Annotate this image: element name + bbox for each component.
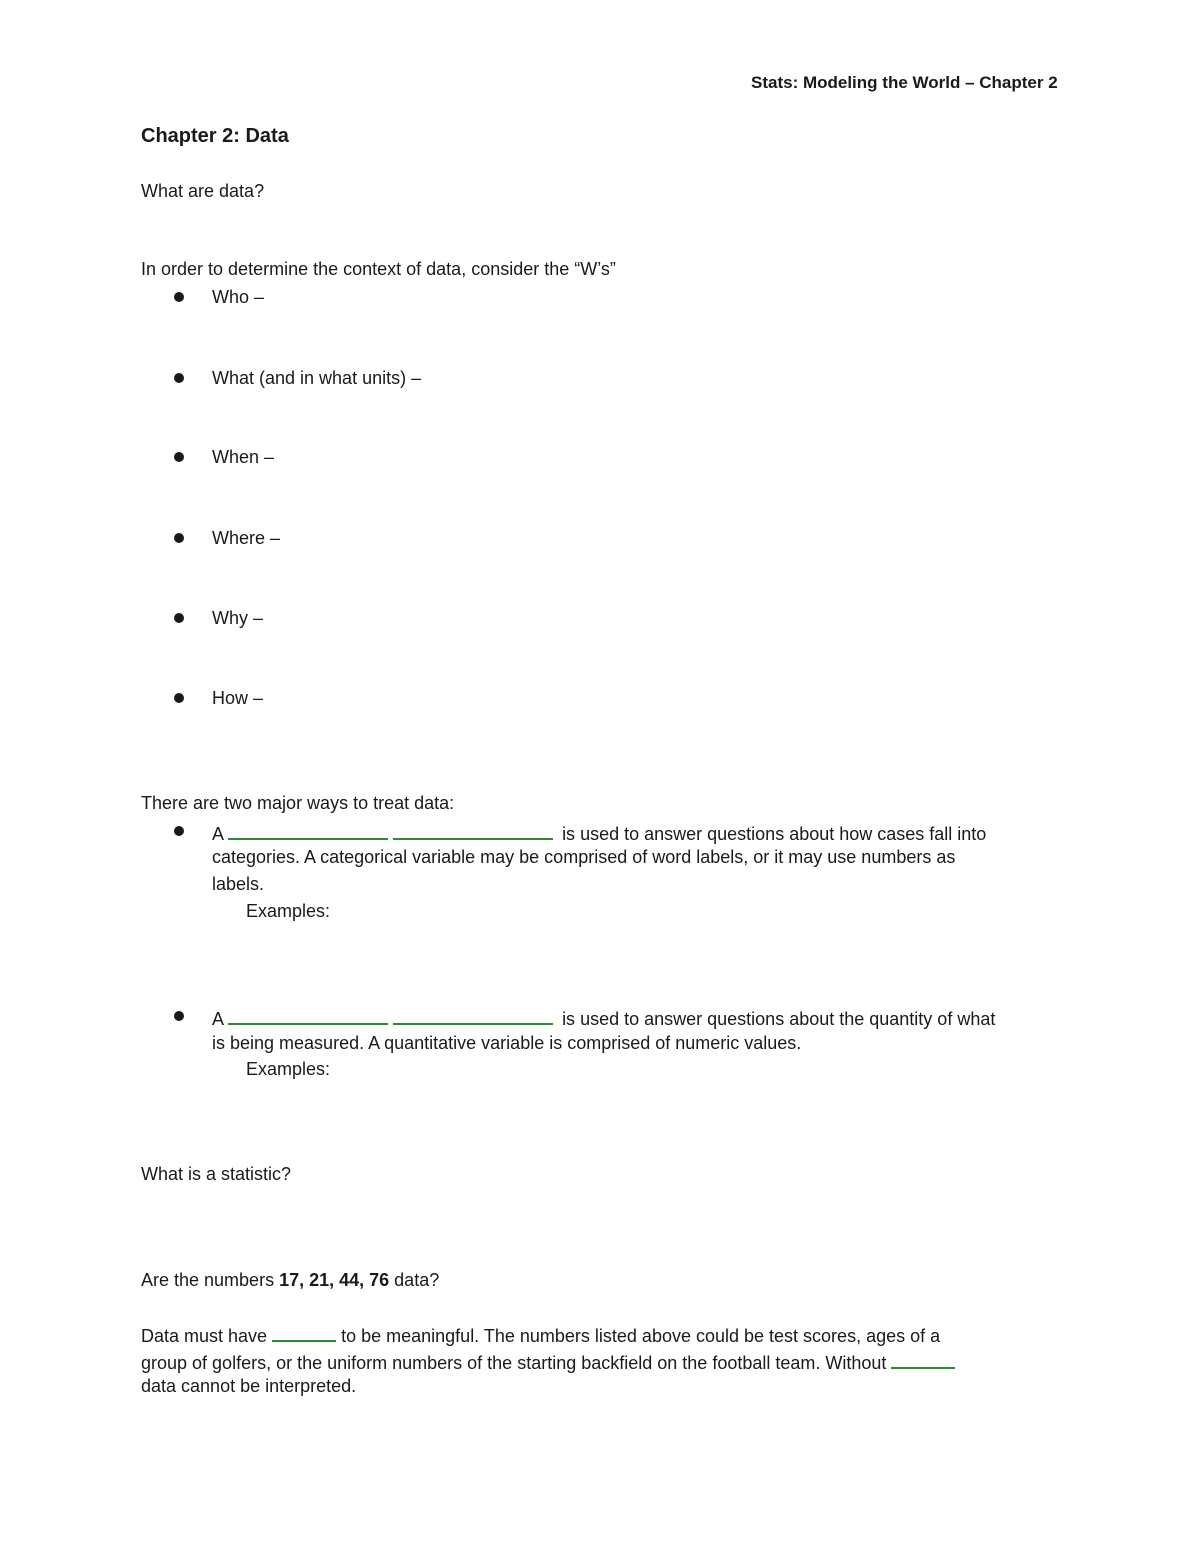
context-text-1a: Data must have	[141, 1326, 268, 1346]
quantitative-text-1: is used to answer questions about the quantity of what	[562, 1009, 996, 1029]
blank-quantitative-2[interactable]	[393, 1007, 553, 1025]
categorical-text-1: is used to answer questions about how cases fall into	[562, 824, 987, 844]
ws-item-what: What (and in what units) –	[212, 368, 422, 388]
context-line-1	[141, 1324, 940, 1345]
quantitative-line-1	[212, 1007, 995, 1028]
ws-item-who: Who –	[212, 287, 265, 307]
categorical-examples-label: Examples:	[246, 901, 331, 921]
bullet-icon	[174, 693, 184, 703]
question-what-is-statistic: What is a statistic?	[141, 1164, 292, 1184]
categorical-line-1	[212, 822, 986, 843]
ws-item-where: Where –	[212, 528, 281, 548]
quantitative-examples-label: Examples:	[246, 1059, 331, 1079]
bullet-icon	[174, 373, 184, 383]
question-what-are-data: What are data?	[141, 181, 265, 201]
bullet-icon	[174, 1011, 184, 1021]
bullet-icon	[174, 292, 184, 302]
quantitative-line-2: is being measured. A quantitative variable is comprised of numeric values.	[212, 1033, 802, 1053]
context-line-2	[141, 1351, 955, 1372]
blank-context-1[interactable]	[272, 1324, 336, 1342]
quantitative-article: A	[212, 1009, 224, 1029]
context-line-3: data cannot be interpreted.	[141, 1376, 357, 1396]
blank-context-2[interactable]	[891, 1351, 955, 1369]
blank-quantitative-1[interactable]	[228, 1007, 388, 1025]
ws-item-how: How –	[212, 688, 264, 708]
blank-categorical-1[interactable]	[228, 822, 388, 840]
running-header: Stats: Modeling the World – Chapter 2	[751, 73, 1058, 92]
numbers-question-post: data?	[389, 1270, 440, 1290]
numbers-list: 17, 21, 44, 76	[279, 1270, 390, 1290]
treat-intro: There are two major ways to treat data:	[141, 793, 455, 813]
chapter-title: Chapter 2: Data	[141, 125, 289, 147]
categorical-line-2: categories. A categorical variable may be comprised of word labels, or it may use numbers as	[212, 847, 956, 867]
ws-item-why: Why –	[212, 608, 264, 628]
bullet-icon	[174, 826, 184, 836]
numbers-question-pre: Are the numbers	[141, 1270, 280, 1290]
blank-categorical-2[interactable]	[393, 822, 553, 840]
ws-intro: In order to determine the context of data, consider the “W’s”	[141, 259, 616, 279]
categorical-article: A	[212, 824, 224, 844]
context-text-2a: group of golfers, or the uniform numbers of the starting backfield on the football team. Without	[141, 1353, 887, 1373]
bullet-icon	[174, 533, 184, 543]
bullet-icon	[174, 452, 184, 462]
ws-item-when: When –	[212, 447, 275, 467]
categorical-line-3: labels.	[212, 874, 265, 894]
numbers-question	[141, 1271, 439, 1289]
bullet-icon	[174, 613, 184, 623]
context-text-1b: to be meaningful. The numbers listed above could be test scores, ages of a	[341, 1326, 941, 1346]
